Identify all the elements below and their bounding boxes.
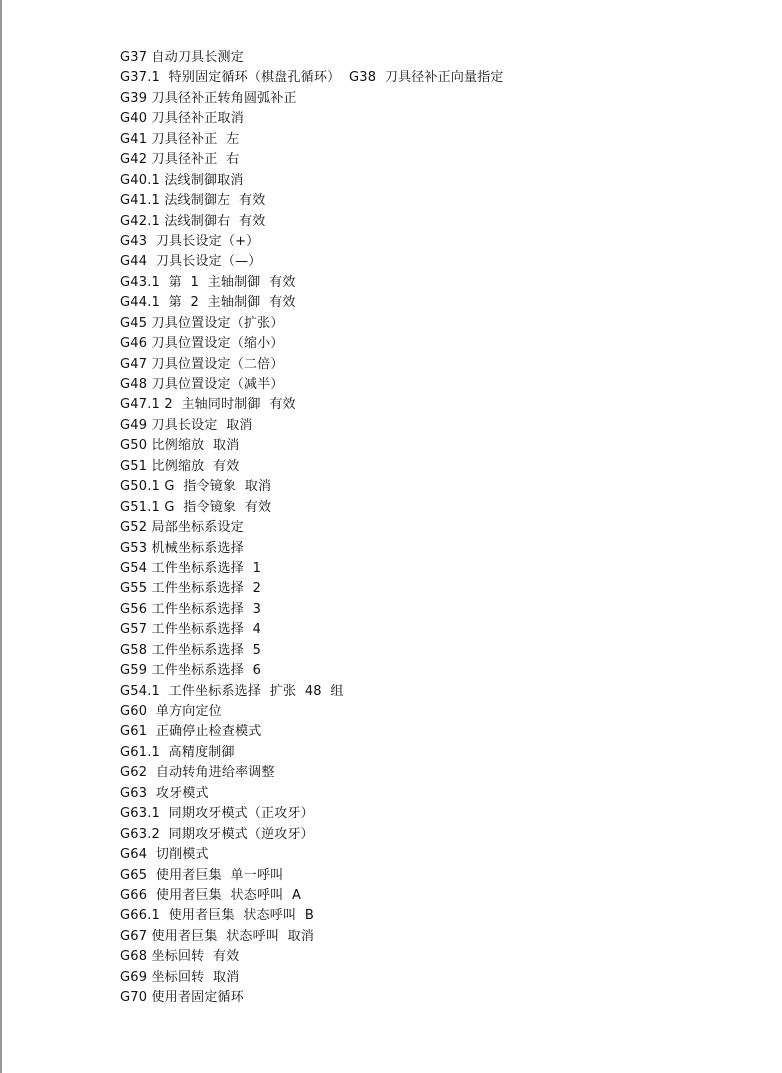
gcode-line-g63: G63 攻牙模式: [120, 785, 209, 801]
gcode-line-g57: G57 工件坐标系选择 4: [120, 622, 262, 638]
gcode-line-g54-1: G54.1 工件坐标系选择 扩张 48 组: [120, 683, 344, 699]
gcode-line-g61: G61 正确停止检查模式: [120, 724, 262, 740]
gcode-line-g43: G43 刀具长设定（+）: [120, 233, 260, 249]
gcode-line-g66: G66 使用者巨集 状态呼叫 A: [120, 887, 302, 903]
gcode-line-g56: G56 工件坐标系选择 3: [120, 601, 262, 617]
gcode-line-g68: G68 坐标回转 有效: [120, 949, 240, 965]
gcode-line-g42: G42 刀具径补正 右: [120, 152, 240, 168]
gcode-line-g47-1: G47.1 2 主轴同时制御 有效: [120, 397, 296, 413]
gcode-line-g51: G51 比例缩放 有效: [120, 458, 240, 474]
gcode-line-g64: G64 切削模式: [120, 847, 209, 863]
gcode-line-g69: G69 坐标回转 取消: [120, 969, 240, 985]
gcode-line-g50: G50 比例缩放 取消: [120, 438, 240, 454]
gcode-line-g52: G52 局部坐标系设定: [120, 520, 244, 536]
gcode-line-g63-2: G63.2 同期攻牙模式（逆攻牙）: [120, 826, 314, 842]
gcode-line-g70: G70 使用者固定循环: [120, 990, 244, 1006]
gcode-line-g41-1: G41.1 法线制御左 有效: [120, 193, 266, 209]
gcode-line-g42-1: G42.1 法线制御右 有效: [120, 213, 266, 229]
gcode-line-g62: G62 自动转角进给率调整: [120, 765, 275, 781]
gcode-line-g47: G47 刀具位置设定（二倍）: [120, 356, 284, 372]
gcode-line-g37-1: G37.1 特别固定循环（棋盘孔循环） G38 刀具径补正向量指定: [120, 70, 504, 86]
gcode-line-g58: G58 工件坐标系选择 5: [120, 642, 262, 658]
gcode-line-g60: G60 单方向定位: [120, 704, 222, 719]
gcode-line-g46: G46 刀具位置设定（缩小）: [120, 336, 284, 352]
gcode-line-g40: G40 刀具径补正取消: [120, 111, 244, 127]
gcode-line-g37: G37 自动刀具长测定: [120, 50, 244, 65]
gcode-line-g66-1: G66.1 使用者巨集 状态呼叫 B: [120, 908, 314, 924]
gcode-line-g44-1: G44.1 第 2 主轴制御 有效: [120, 295, 296, 311]
gcode-list: [120, 48, 760, 1009]
gcode-line-g45: G45 刀具位置设定（扩张）: [120, 315, 284, 331]
gcode-line-g50-1: G50.1 G 指令镜象 取消: [120, 479, 272, 495]
gcode-line-g53: G53 机械坐标系选择: [120, 540, 244, 556]
gcode-line-g49: G49 刀具长设定 取消: [120, 417, 253, 433]
gcode-line-g59: G59 工件坐标系选择 6: [120, 663, 262, 679]
gcode-line-g63-1: G63.1 同期攻牙模式（正攻牙）: [120, 806, 314, 822]
gcode-line-g48: G48 刀具位置设定（减半）: [120, 377, 284, 392]
gcode-line-g65: G65 使用者巨集 单一呼叫: [120, 867, 284, 883]
gcode-line-g67: G67 使用者巨集 状态呼叫 取消: [120, 928, 315, 944]
gcode-line-g43-1: G43.1 第 1 主轴制御 有效: [120, 274, 296, 290]
gcode-line-g51-1: G51.1 G 指令镜象 有效: [120, 499, 272, 515]
gcode-line-g54: G54 工件坐标系选择 1: [120, 560, 262, 576]
gcode-line-g44: G44 刀具长设定（—）: [120, 254, 262, 270]
gcode-line-g55: G55 工件坐标系选择 2: [120, 581, 262, 597]
gcode-line-g61-1: G61.1 高精度制御: [120, 744, 235, 760]
gcode-line-g41: G41 刀具径补正 左: [120, 131, 240, 147]
gcode-line-g39: G39 刀具径补正转角圆弧补正: [120, 90, 297, 106]
gcode-line-g40-1: G40.1 法线制御取消: [120, 172, 244, 188]
page-left-border: [0, 0, 2, 1073]
